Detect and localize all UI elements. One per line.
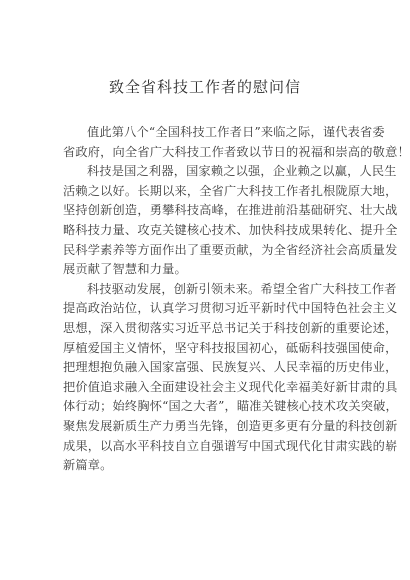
body-line: 提高政治站位，认真学习贯彻习近平新时代中国特色社会主义 — [63, 301, 398, 316]
body-line: 科技驱动发展，创新引领未来。希望全省广大科技工作者 — [87, 281, 397, 296]
body-line: 值此第八个“全国科技工作者日”来临之际，谨代表省委 — [87, 125, 385, 139]
body-line: 略科技力量、攻克关键核心技术、加快科技成果转化、提升全 — [63, 222, 398, 237]
body-line: 民科学素养等方面作出了重要贡献，为全省经济社会高质量发 — [63, 242, 398, 257]
body-line: 新篇章。 — [63, 458, 113, 473]
body-line: 聚焦发展新质生产力勇当先锋，创造更多更有分量的科技创新 — [63, 418, 398, 433]
body-line: 成果，以高水平科技自立自强谱写中国式现代化甘肃实践的崭 — [63, 438, 398, 453]
document-title: 致全省科技工作者的慰问信 — [108, 78, 301, 96]
letter-body — [63, 123, 410, 476]
body-line: 省政府，向全省广大科技工作者致以节日的祝福和崇高的敬意！ — [63, 144, 410, 159]
body-line: 厚植爱国主义情怀，坚守科技报国初心，砥砺科技强国使命， — [63, 340, 398, 355]
body-line: 把理想抱负融入国家富强、民族复兴、人民幸福的历史伟业， — [63, 360, 398, 375]
body-line: 思想，深入贯彻落实习近平总书记关于科技创新的重要论述， — [63, 320, 398, 335]
body-line: 展贡献了智慧和力量。 — [63, 262, 187, 277]
body-line: 把价值追求融入全面建设社会主义现代化幸福美好新甘肃的具 — [63, 379, 398, 394]
body-line: 体行动；始终胸怀“国之大者”，瞄准关键核心技术攻关突破， — [63, 399, 398, 414]
body-line: 活赖之以好。长期以来，全省广大科技工作者扎根陇原大地， — [63, 183, 398, 198]
body-line: 坚持创新创造，勇攀科技高峰，在推进前沿基础研究、壮大战 — [63, 203, 398, 218]
body-line: 科技是国之利器，国家赖之以强，企业赖之以赢，人民生 — [87, 164, 397, 179]
